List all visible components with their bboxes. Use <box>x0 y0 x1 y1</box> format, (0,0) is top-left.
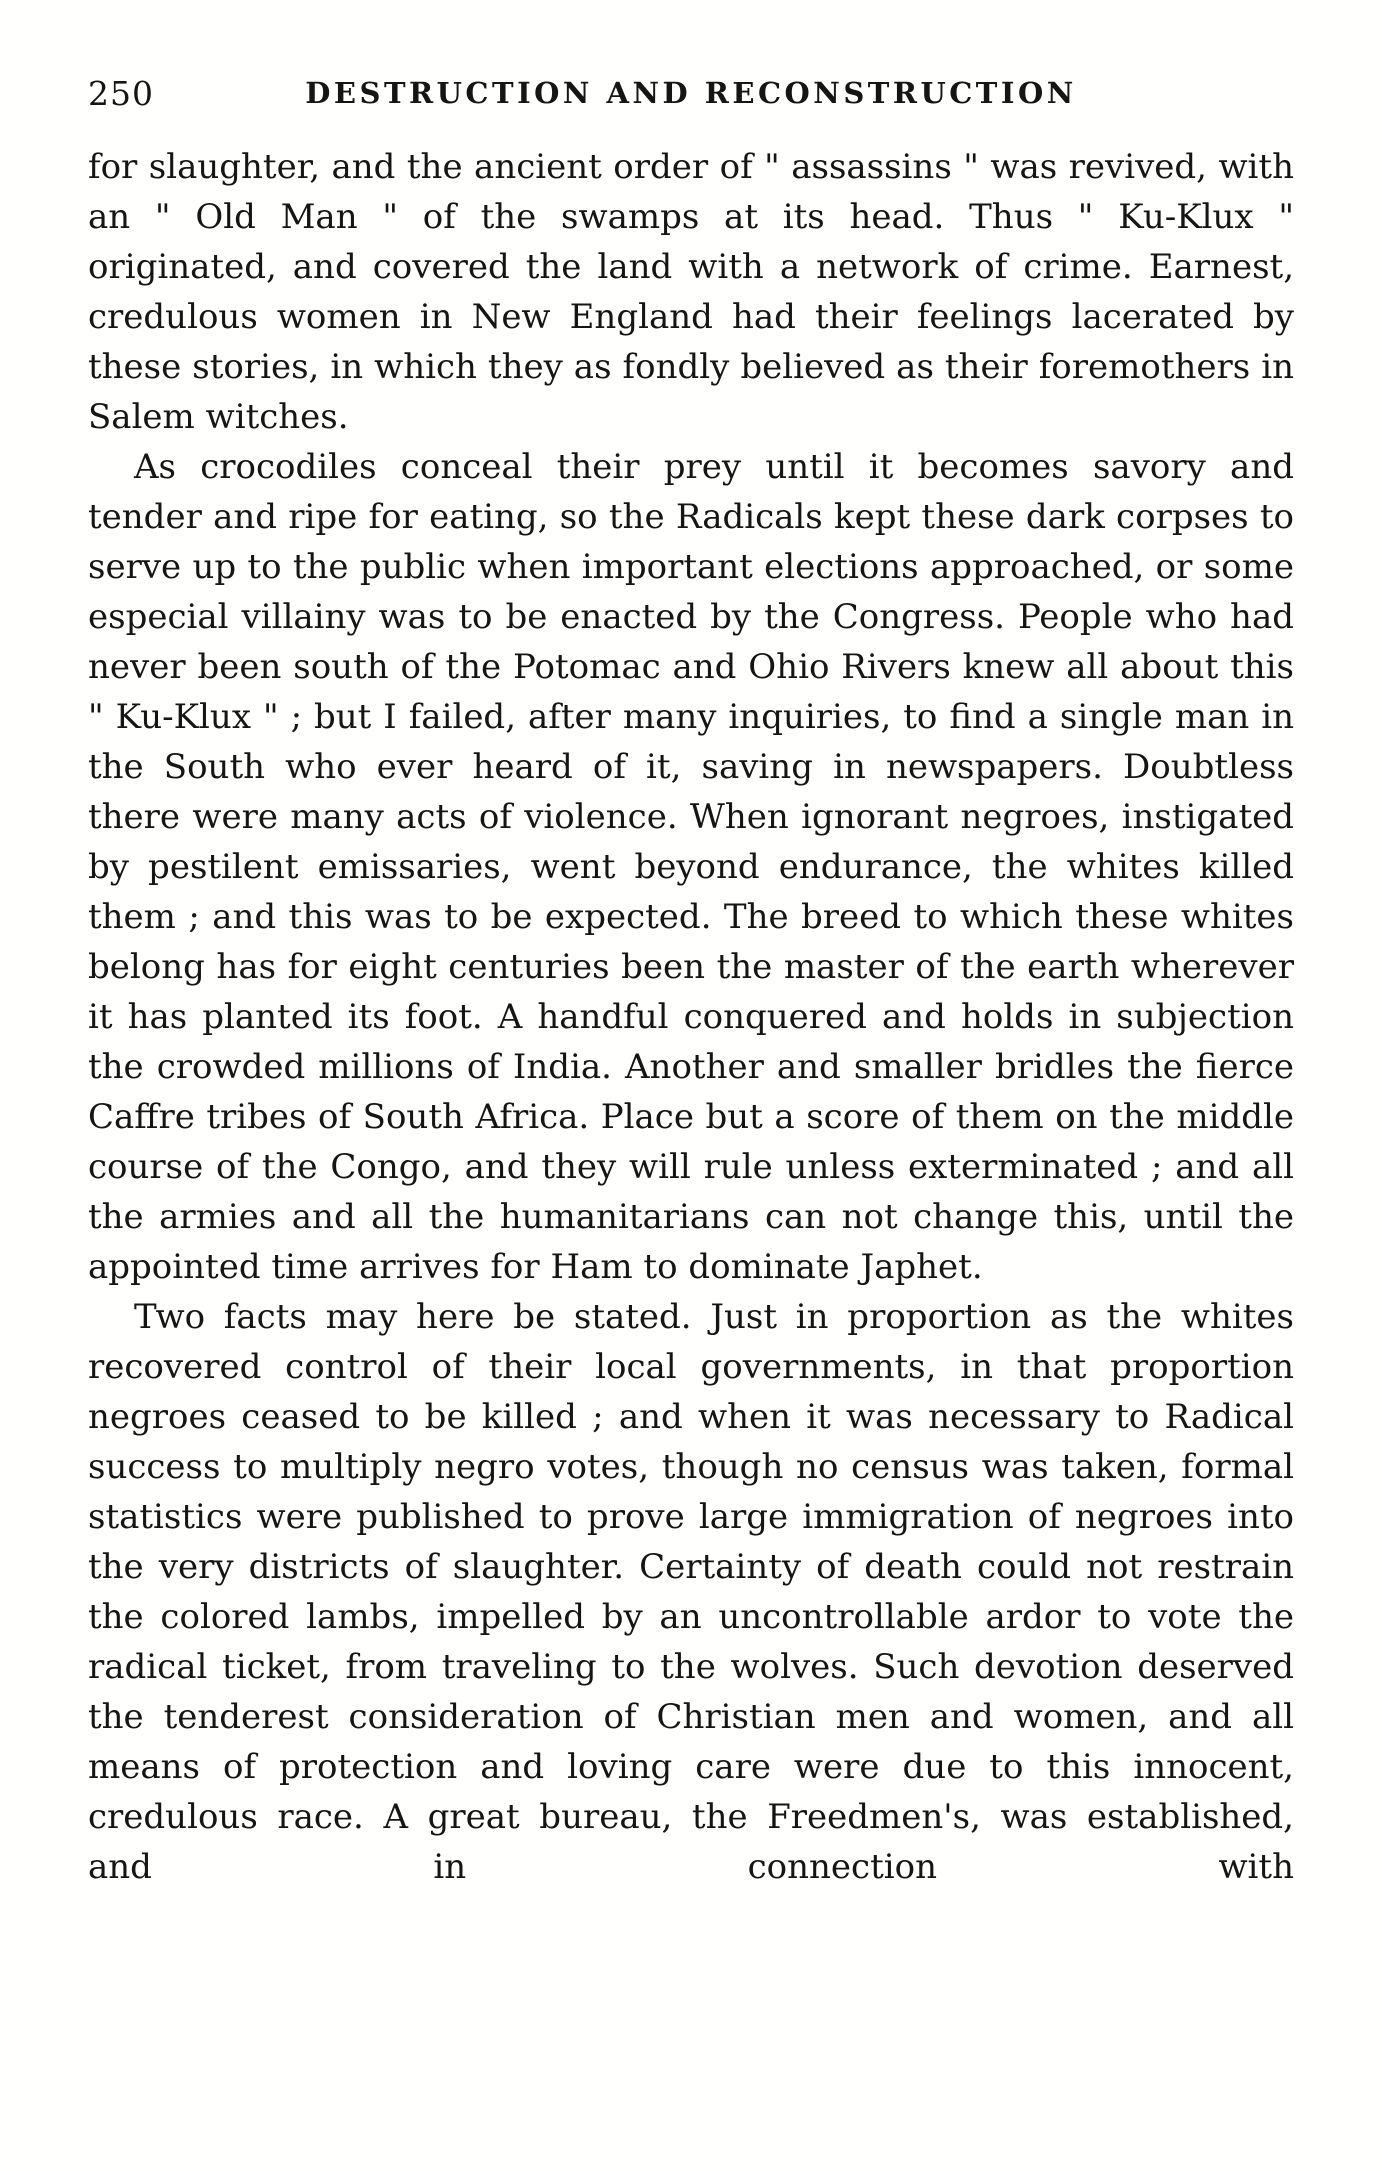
paragraph-continuation: for slaughter, and the ancient order of " assassins " was revived, with an " Old Man " of the swamps at its head. Thus " Ku-Klux " originated, and covered the land with a network of crime. Earnest, credulous women in New England had their feelings lacerated by these stories, in which they as fondly believed as their foremothers in Salem witches. <box>88 147 1294 437</box>
page-header <box>88 72 1294 116</box>
running-head: DESTRUCTION AND RECONSTRUCTION <box>305 76 1077 110</box>
text-column <box>88 142 1294 1892</box>
paragraph-crocodiles: As crocodiles conceal their prey until it becomes savory and tender and ripe for eating, so the Radicals kept these dark corpses to serve up to the public when important elections approached, or some especial villainy was to be enacted by the Congress. People who had never been south of the Potomac and Ohio Rivers knew all about this " Ku-Klux " ; but I failed, after many inquiries, to find a single man in the South who ever heard of it, saving in newspapers. Doubtless there were many acts of violence. When ignorant negroes, instigated by pestilent emissaries, went beyond endurance, the whites killed them ; and this was to be expected. The breed to which these whites belong has for eight centuries been the master of the earth wherever it has planted its foot. A handful conquered and holds in subjection the crowded millions of India. Another and smaller bridles the fierce Caffre tribes of South Africa. Place but a score of them on the middle course of the Congo, and they will rule unless exterminated ; and all the armies and all the humanitarians can not change this, until the appointed time arrives for Ham to dominate Japhet. <box>88 447 1294 1287</box>
page-number: 250 <box>88 74 154 113</box>
paragraph-two-facts: Two facts may here be stated. Just in proportion as the whites recovered control of their local governments, in that proportion negroes ceased to be killed ; and when it was necessary to Radical success to multiply negro votes, though no census was taken, formal statistics were published to prove large immigration of negroes into the very districts of slaughter. Certainty of death could not restrain the colored lambs, impelled by an uncontrollable ardor to vote the radical ticket, from traveling to the wolves. Such devotion deserved the tenderest consideration of Christian men and women, and all means of protection and loving care were due to this innocent, credulous race. A great bureau, the Freedmen's, was established, and in connection with <box>88 1297 1294 1887</box>
